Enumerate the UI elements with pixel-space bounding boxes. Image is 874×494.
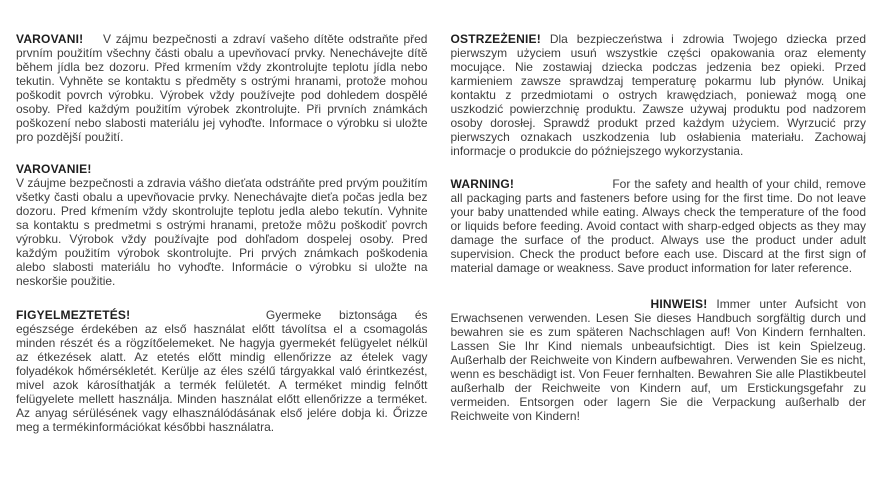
body-text-english: For the safety and health of your child, remove all packaging parts and fasteners before using for the first time. Do not leave your baby unattended while eating. Always check the temperature of the food or liquids before feeding. Avoid contact with sharp-edged objects as they may damage the surface of the product. Always use the product under adult supervision. Check the product before each use. Discard at the first sign of material damage or weakness. Save product information for later reference. (450, 177, 866, 275)
heading-hungarian: FIGYELMEZTETÉS! (16, 308, 131, 322)
paragraph-hungarian (16, 308, 428, 434)
paragraph-polish (451, 32, 867, 158)
body-text-czech: V zájmu bezpečnosti a zdraví vašeho dítěte odstraňte před prvním použitím všechny části obalu a upevňovací prvky. Nenechávejte dítě během jídla bez dozoru. Před krmením vždy zkontrolujte teplotu jídla nebo tekutin. Vyhněte se kontaktu s předměty s ostrými hranami, protože mohou poškodit povrch výrobku. Výrobek vždy používejte pod dohledem dospělé osoby. Před každým použitím výrobek zkontrolujte. Při prvních známkách poškození nebo slabosti materiálu jej vyhoďte. Informace o výrobku si uložte pro pozdější použití. (16, 32, 428, 144)
section-notice-german (451, 297, 867, 423)
body-text-hungarian: Gyermeke biztonsága és egészsége érdekében az első használat előtt távolítsa el a csomagolás minden részét és a rögzítőelemeket. Ne hagyja gyermekét felügyelet nélkül az étkezések alatt. Az etetés előtt mindig ellenőrizze az ételek vagy folyadékok hőmérsékletét. Kerülje az éles szélű tárgyakkal való érintkezést, mivel azok károsíthatják a termék felületét. A terméket mindig felnőtt felügyelete mellett használja. Minden használat előtt ellenőrizze a terméket. Az anyag sérülésének vagy elhasználódásának első jelére dobja ki. Őrizze meg a termékinformációkat későbbi használatra. (16, 308, 428, 434)
paragraph-english (451, 177, 867, 275)
paragraph-czech (16, 32, 428, 144)
heading-polish: OSTRZEŻENIE! (450, 32, 541, 46)
section-warning-english (451, 177, 867, 275)
heading-slovak: VAROVANIE! (16, 162, 92, 176)
section-warning-slovak (16, 162, 428, 288)
heading-gap (88, 42, 98, 43)
body-text-slovak: V záujme bezpečnosti a zdravia vášho dieťata odstráňte pred prvým použitím všetky časti obalu a upevňovacie prvky. Nenechávajte dieťa počas jedla bez dozoru. Pred kŕmením vždy skontrolujte teplotu jedla alebo tekutín. Vyhnite sa kontaktu s predmetmi s ostrými hranami, pretože môžu poškodiť povrch výrobku. Výrobok vždy používajte pod dohľadom dospelej osoby. Pred každým použitím výrobok skontrolujte. Pri prvých známkach poškodenia alebo slabosti materiálu ho vyhoďte. Informácie o výrobku si uložte na neskoršie použitie. (16, 176, 428, 288)
heading-english: WARNING! (450, 177, 515, 191)
heading-czech: VAROVANI! (16, 32, 84, 46)
heading-gap (148, 318, 248, 319)
heading-gap (518, 187, 608, 188)
body-text-polish: Dla bezpieczeństwa i zdrowia Twojego dziecka przed pierwszym użyciem usuń wszystkie części opakowania oraz elementy mocujące. Nie zostawiaj dziecka podczas jedzenia bez opieki. Przed karmieniem zawsze sprawdzaj temperaturę pokarmu lub płynów. Unikaj kontaktu z przedmiotami o ostrych krawędziach, ponieważ mogą one uszkodzić powierzchnię produktu. Zawsze używaj produktu pod nadzorem osoby dorosłej. Sprawdź produkt przed każdym użyciem. Wyrzucić przy pierwszych oznakach uszkodzenia lub osłabienia materiału. Zachowaj informacje o produkcie do późniejszego wykorzystania. (450, 32, 866, 158)
section-warning-czech (16, 32, 428, 144)
paragraph-german (451, 297, 867, 423)
body-text-german: Immer unter Aufsicht von Erwachsenen verwenden. Lesen Sie dieses Handbuch sorgfältig durch und bewahren sie es zum späteren Nachschlagen auf! Von Kindern fernhalten. Lassen Sie Ihr Kind niemals unbeaufsichtigt. Dies ist kein Spielzeug. Außerhalb der Reichweite von Kindern aufbewahren. Verwenden Sie es nicht, wenn es beschädigt ist. Von Feuer fernhalten. Bewahren Sie alle Plastikbeutel außerhalb der Reichweite von Kindern auf, um Erstickungsgefahr zu vermeiden. Entsorgen oder lagern Sie die Verpackung außerhalb der Reichweite von Kindern! (450, 297, 866, 423)
paragraph-slovak (16, 176, 428, 288)
section-warning-polish (451, 32, 867, 158)
section-warning-hungarian (16, 308, 428, 434)
right-column (451, 32, 867, 434)
heading-german: HINWEIS! (650, 297, 708, 311)
left-column (16, 32, 428, 434)
